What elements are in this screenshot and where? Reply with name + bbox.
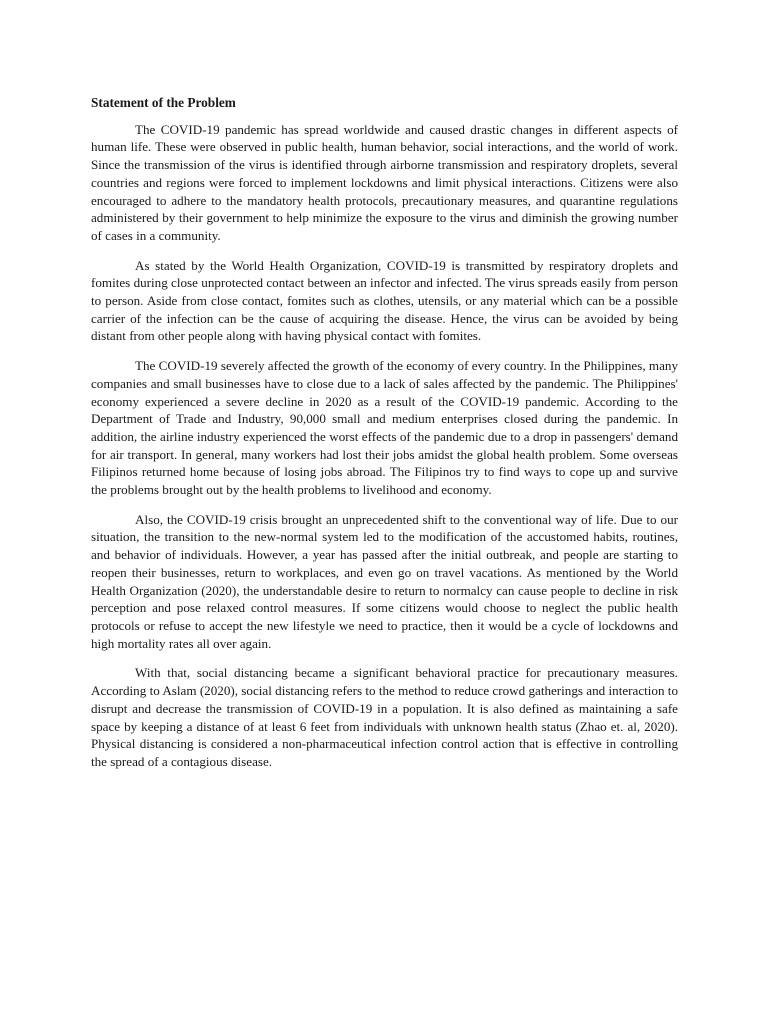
- paragraph-2: As stated by the World Health Organization, COVID-19 is transmitted by respiratory droplets and fomites during close unprotected contact between an infector and infected. The virus spreads easily from person to person. Aside from close contact, fomites such as clothes, utensils, or any material which can be a possible carrier of the infection can be the cause of acquiring the disease. Hence, the virus can be avoided by being distant from other people along with having physical contact with fomites.: [91, 257, 678, 344]
- section-heading: Statement of the Problem: [91, 95, 236, 110]
- paragraph-1: The COVID-19 pandemic has spread worldwide and caused drastic changes in different aspects of human life. These were observed in public health, human behavior, social interactions, and the world of work. Since the transmission of the virus is identified through airborne transmission and respiratory droplets, several countries and regions were forced to implement lockdowns and limit physical interactions. Citizens were also encouraged to adhere to the mandatory health protocols, precautionary measures, and quarantine regulations administered by their government to help minimize the exposure to the virus and diminish the growing number of cases in a community.: [91, 121, 678, 243]
- document-body: [91, 94, 678, 783]
- paragraph-5: With that, social distancing became a significant behavioral practice for precautionary measures. According to Aslam (2020), social distancing refers to the method to reduce crowd gatherings and interaction to disrupt and decrease the transmission of COVID-19 in a population. It is also defined as maintaining a safe space by keeping a distance of at least 6 feet from individuals with unknown health status (Zhao et. al, 2020). Physical distancing is considered a non-pharmaceutical infection control action that is effective in controlling the spread of a contagious disease.: [91, 665, 678, 769]
- paragraph-3: The COVID-19 severely affected the growth of the economy of every country. In the Philippines, many companies and small businesses have to close due to a lack of sales affected by the pandemic. The Philippines' economy experienced a severe decline in 2020 as a result of the COVID-19 pandemic. According to the Department of Trade and Industry, 90,000 small and medium enterprises closed during the pandemic. In addition, the airline industry experienced the worst effects of the pandemic due to a drop in passengers' demand for air transport. In general, many workers had lost their jobs amidst the global health problem. Some overseas Filipinos returned home because of losing jobs abroad. The Filipinos try to find ways to cope up and survive the problems brought out by the health problems to livelihood and economy.: [91, 358, 678, 498]
- paragraph-4: Also, the COVID-19 crisis brought an unprecedented shift to the conventional way of life. Due to our situation, the transition to the new-normal system led to the modification of the accustomed habits, routines, and behavior of individuals. However, a year has passed after the initial outbreak, and people are starting to reopen their businesses, return to workplaces, and even go on travel vacations. As mentioned by the World Health Organization (2020), the understandable desire to return to normalcy can cause people to decline in risk perception and pose relaxed control measures. If some citizens would choose to neglect the public health protocols or refuse to accept the new lifestyle we need to practice, then it would be a cycle of lockdowns and high mortality rates all over again.: [91, 511, 678, 651]
